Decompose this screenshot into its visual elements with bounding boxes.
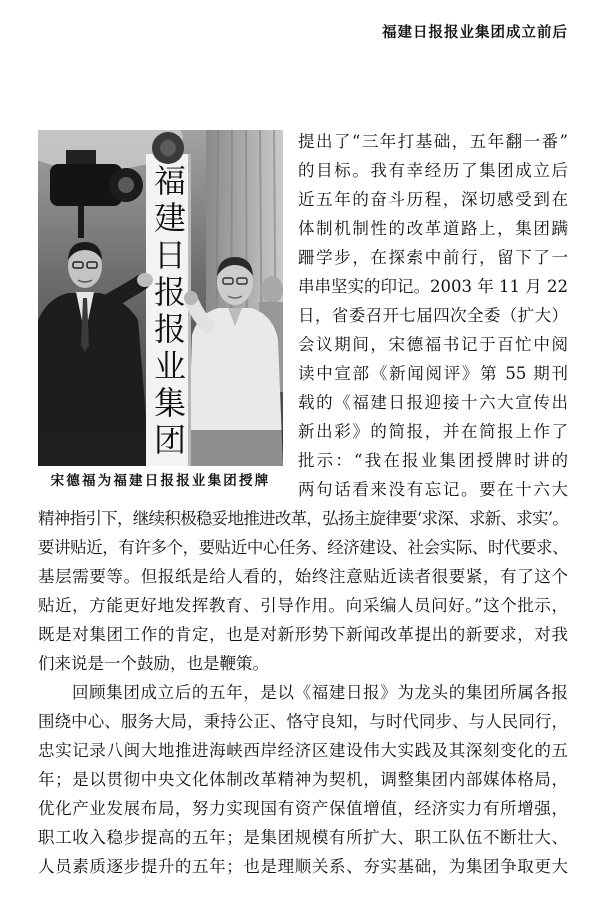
text-column-beside-photo — [38, 127, 568, 504]
paragraph-2 — [38, 678, 568, 881]
photo-caption: 宋德福为福建日报报业集团授牌 — [50, 473, 271, 489]
text-line: 读中宣部《新闻阅评》第 55 期刊 — [298, 364, 568, 383]
running-title: 福建日报报业集团成立前后 — [382, 24, 568, 41]
text-line: 优化产业发展布局，努力实现国有资产保值增值，经济实力有所增强， — [38, 799, 568, 818]
body-text — [38, 127, 568, 881]
text-line: 串串坚实的印记。2003 年 11 月 22 — [298, 277, 568, 296]
text-line: 近五年的奋斗历程，深切感受到在 — [298, 190, 568, 209]
text-line: 日，省委召开七届四次全委（扩大） — [298, 306, 568, 325]
text-line: 会议期间，宋德福书记于百忙中阅 — [298, 335, 568, 354]
text-line: 提出了“三年打基础，五年翻一番” — [298, 132, 568, 151]
text-line: 新出彩》的简报，并在简报上作了 — [298, 422, 568, 441]
text-line: 载的《福建日报迎接十六大宣传出 — [298, 393, 568, 412]
text-line: 批示：“我在报业集团授牌时讲的 — [298, 451, 568, 470]
text-line: 的目标。我有幸经历了集团成立后 — [298, 161, 568, 180]
text-line: 精神指引下，继续积极稳妥地推进改革，弘扬主旋律要‘求深、求新、求实’。 — [38, 509, 568, 528]
paragraph-1 — [38, 127, 568, 678]
text-line: 要讲贴近，有许多个，要贴近中心任务、经济建设、社会实际、时代要求、 — [38, 538, 568, 557]
text-line: 体制机制性的改革道路上，集团蹒 — [298, 219, 568, 238]
text-line: 职工收入稳步提高的五年；是集团规模有所扩大、职工队伍不断壮大、 — [38, 828, 568, 847]
text-line: 两句话看来没有忘记。要在十六大 — [298, 480, 568, 499]
text-line: 年；是以贯彻中央文化体制改革精神为契机，调整集团内部媒体格局， — [38, 770, 568, 789]
text-line: 回顾集团成立后的五年，是以《福建日报》为龙头的集团所属各报 — [72, 683, 568, 702]
text-line: 人员素质逐步提升的五年；也是理顺关系、夯实基础，为集团争取更大 — [38, 857, 568, 876]
text-line: 贴近，方能更好地发挥教育、引导作用。向采编人员问好。”这个批示， — [38, 596, 568, 615]
text-line: 围绕中心、服务大局，秉持公正、恪守良知，与时代同步、与人民同行， — [38, 712, 568, 731]
text-line: 跚学步，在探索中前行，留下了一 — [298, 248, 568, 267]
text-line: 既是对集团工作的肯定，也是对新形势下新闻改革提出的新要求，对我 — [38, 625, 568, 644]
text-line: 们来说是一个鼓励，也是鞭策。 — [38, 654, 269, 673]
text-line: 忠实记录八闽大地推进海峡西岸经济区建设伟大实践及其深刻变化的五 — [38, 741, 568, 760]
banner-text: 福建日报报业集团 — [149, 164, 187, 460]
text-line: 基层需要等。但报纸是给人看的，始终注意贴近读者很要紧，有了这个 — [38, 567, 568, 586]
